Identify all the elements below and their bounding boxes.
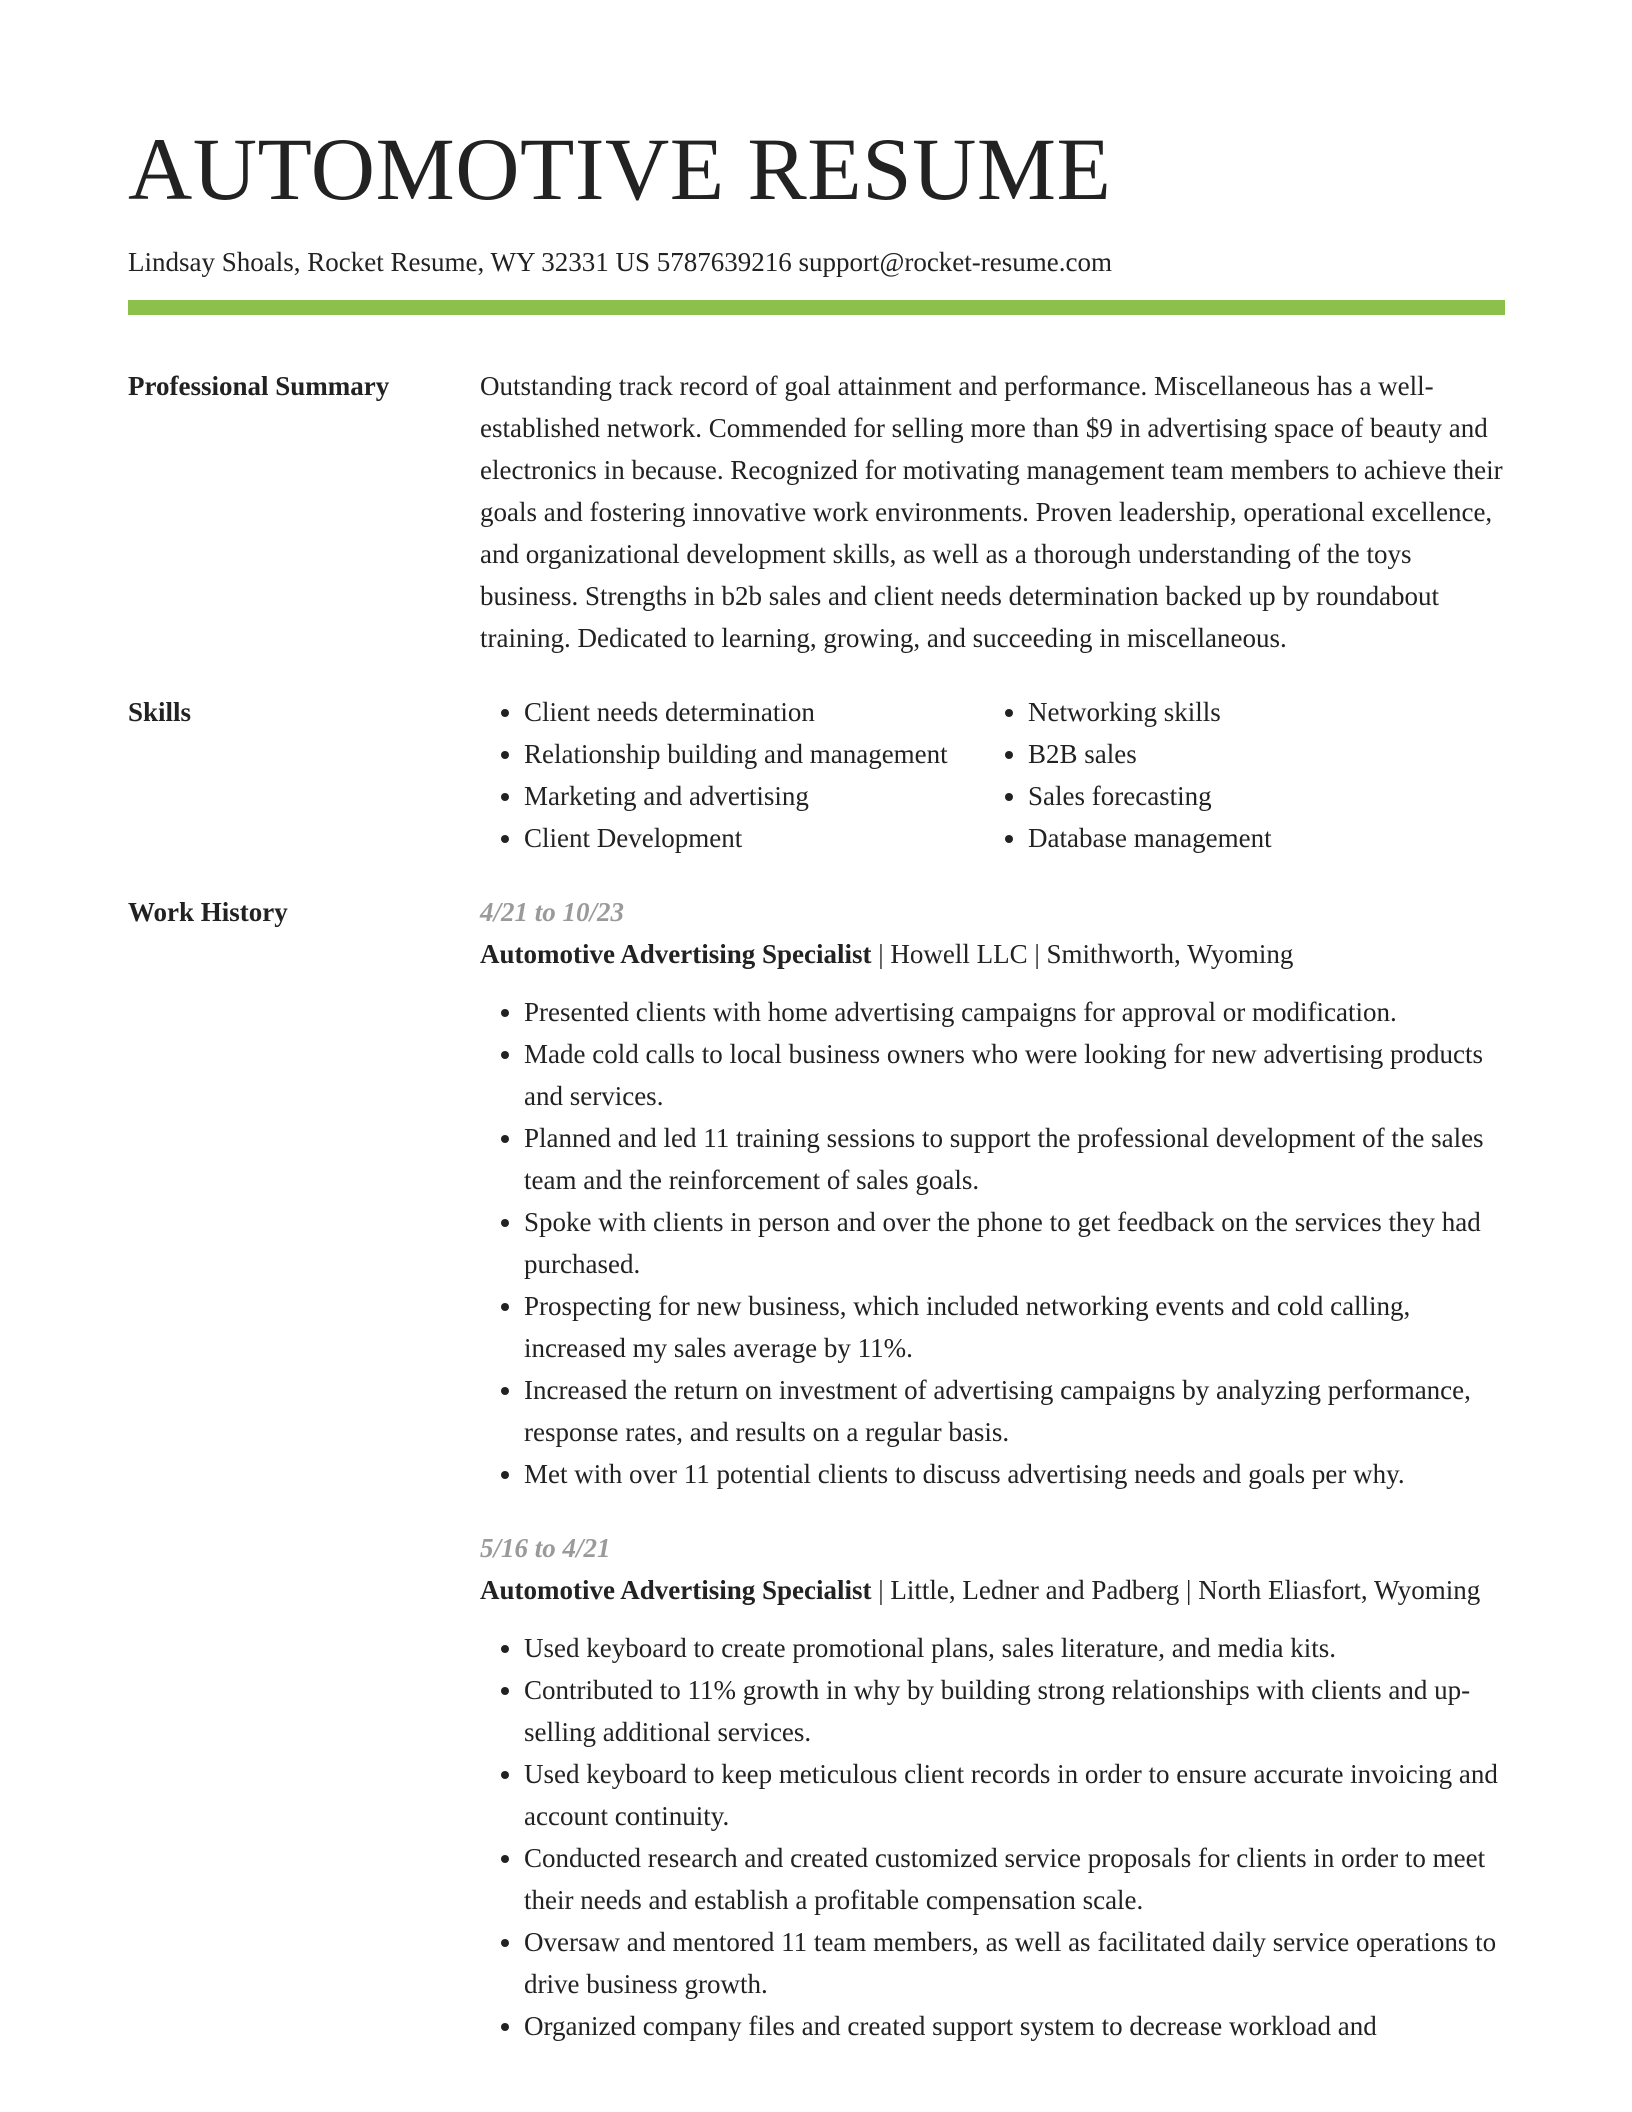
professional-summary-section xyxy=(128,365,1505,659)
skills-list xyxy=(480,691,1505,859)
job-dates: 4/21 to 10/23 xyxy=(480,897,625,927)
skills-column-left xyxy=(480,691,984,859)
section-heading: Work History xyxy=(128,897,288,927)
section-heading: Skills xyxy=(128,697,192,727)
job-dates: 5/16 to 4/21 xyxy=(480,1533,611,1563)
job-bullet: • Met with over 11 potential clients to discuss advertising needs and goals per why. xyxy=(524,1453,1505,1495)
job-company-location: | Howell LLC | Smithworth, Wyoming xyxy=(871,939,1294,969)
job-title-line xyxy=(480,933,1505,975)
job-bullet: • Organized company files and created support system to decrease workload and xyxy=(524,2005,1505,2047)
skills-section xyxy=(128,691,1505,859)
contact-line: Lindsay Shoals, Rocket Resume, WY 32331 US 5787639216 support@rocket-resume.com xyxy=(128,247,1112,277)
skill-item: • Database management xyxy=(1028,817,1272,859)
job-bullet: • Made cold calls to local business owners who were looking for new advertising products and services. xyxy=(524,1033,1505,1117)
job-bullet: • Used keyboard to create promotional plans, sales literature, and media kits. xyxy=(524,1627,1505,1669)
job-bullet: • Oversaw and mentored 11 team members, as well as facilitated daily service operations to drive business growth. xyxy=(524,1921,1505,2005)
skill-item: • Client needs determination xyxy=(524,691,984,733)
skill-item: • Networking skills xyxy=(1028,691,1272,733)
job-bullet: • Conducted research and created customized service proposals for clients in order to meet their needs and establish a profitable compensation scale. xyxy=(524,1837,1505,1921)
job-bullet: • Increased the return on investment of advertising campaigns by analyzing performance, response rates, and results on a regular basis. xyxy=(524,1369,1505,1453)
job-bullet: • Used keyboard to keep meticulous client records in order to ensure accurate invoicing and account continuity. xyxy=(524,1753,1505,1837)
job-bullet: • Prospecting for new business, which included networking events and cold calling, increased my sales average by 11%. xyxy=(524,1285,1505,1369)
job-title: Automotive Advertising Specialist xyxy=(480,1575,872,1605)
section-heading: Professional Summary xyxy=(128,371,390,401)
job-entry xyxy=(480,1527,1505,2047)
job-bullet: • Presented clients with home advertising campaigns for approval or modification. xyxy=(524,991,1505,1033)
job-bullet: • Planned and led 11 training sessions to support the professional development of the sales team and the reinforcement of sales goals. xyxy=(524,1117,1505,1201)
resume-page xyxy=(128,0,1505,2079)
summary-text: Outstanding track record of goal attainment and performance. Miscellaneous has a well-established network. Commended for selling more than $9 in advertising space of beauty and electronics in because. Recognized for motivating management team members to achieve their goals and fostering innovative work environments. Proven leadership, operational excellence, and organizational development skills, as well as a thorough understanding of the toys business. Strengths in b2b sales and client needs determination backed up by roundabout training. Dedicated to learning, growing, and succeeding in miscellaneous. xyxy=(480,371,1503,653)
job-bullet-list xyxy=(480,1627,1505,2047)
work-history-section xyxy=(128,891,1505,2079)
accent-divider xyxy=(128,300,1505,315)
skill-item: • B2B sales xyxy=(1028,733,1272,775)
job-bullet: • Contributed to 11% growth in why by building strong relationships with clients and up-selling additional services. xyxy=(524,1669,1505,1753)
job-bullet-list xyxy=(480,991,1505,1495)
skill-item: • Sales forecasting xyxy=(1028,775,1272,817)
skill-item: • Relationship building and management xyxy=(524,733,984,775)
skill-item: • Marketing and advertising xyxy=(524,775,984,817)
job-title: Automotive Advertising Specialist xyxy=(480,939,872,969)
skills-column-right xyxy=(984,691,1272,859)
resume-title: AUTOMOTIVE RESUME xyxy=(128,121,1112,219)
skill-item: • Client Development xyxy=(524,817,984,859)
job-title-line xyxy=(480,1569,1505,1611)
job-bullet: • Spoke with clients in person and over the phone to get feedback on the services they had purchased. xyxy=(524,1201,1505,1285)
job-company-location: | Little, Ledner and Padberg | North Eliasfort, Wyoming xyxy=(871,1575,1481,1605)
job-entry xyxy=(480,891,1505,1495)
